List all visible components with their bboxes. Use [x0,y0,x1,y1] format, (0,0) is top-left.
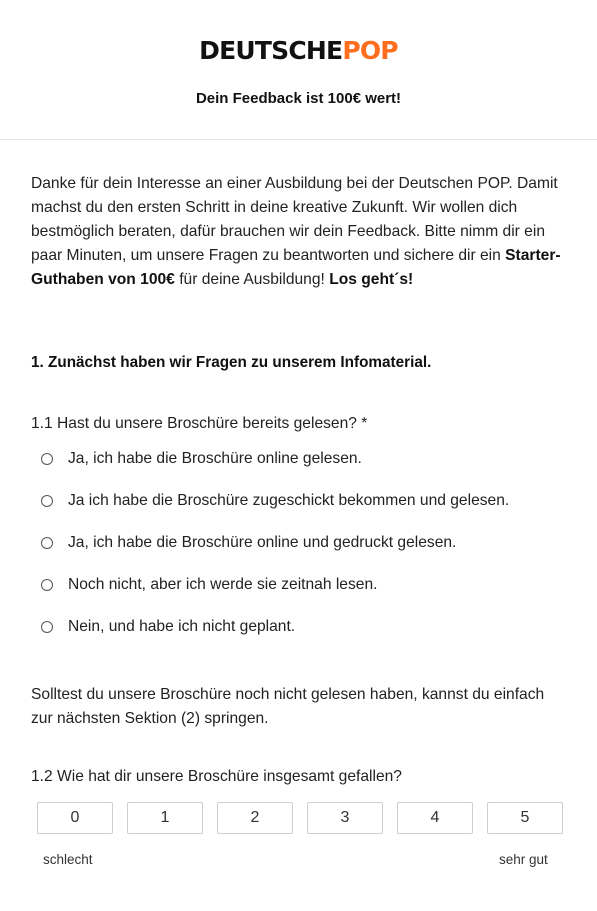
logo-text-dark: DEUTSCHE [199,36,343,65]
rating-option-0[interactable]: 0 [37,802,113,834]
page-tagline: Dein Feedback ist 100€ wert! [195,90,402,107]
rating-option-3[interactable]: 3 [307,802,383,834]
logo-text-accent: POP [342,36,398,65]
question-1-2-label: 1.2 Wie hat dir unsere Broschüre insgesamt gefallen? [31,768,402,785]
radio-option-3[interactable] [41,530,509,572]
radio-option-label: Nein, und habe ich nicht geplant. [68,618,296,635]
header [0,0,597,140]
radio-option-4[interactable] [41,572,509,614]
intro-paragraph [31,172,561,292]
radio-option-label: Noch nicht, aber ich werde sie zeitnah lesen. [68,576,378,593]
section-1-title: 1. Zunächst haben wir Fragen zu unserem Infomaterial. [31,354,432,371]
scale-low-label: schlecht [43,852,93,867]
radio-button[interactable] [41,495,53,507]
rating-option-2[interactable]: 2 [217,802,293,834]
radio-option-2[interactable] [41,488,509,530]
radio-button[interactable] [41,621,53,633]
radio-option-1[interactable] [41,446,509,488]
question-1-1-options [41,446,509,656]
brand-logo [0,36,597,66]
radio-option-5[interactable] [41,614,509,656]
intro-text-2: für deine Ausbildung! [174,271,330,288]
radio-option-label: Ja, ich habe die Broschüre online und gedruckt gelesen. [68,534,457,551]
intro-bold-credit: Starter-Guthaben von 100€ [31,247,561,288]
radio-option-label: Ja ich habe die Broschüre zugeschickt bekommen und gelesen. [68,492,510,509]
question-1-1-label: 1.1 Hast du unsere Broschüre bereits gelesen? * [31,415,368,432]
intro-closing: Los geht´s! [329,271,414,288]
rating-scale [37,802,563,834]
rating-option-1[interactable]: 1 [127,802,203,834]
skip-section-note: Solltest du unsere Broschüre noch nicht gelesen haben, kannst du einfach zur nächsten Sektion (2) springen. [31,686,545,727]
radio-option-label: Ja, ich habe die Broschüre online gelesen. [68,450,362,467]
scale-high-label: sehr gut [499,852,548,867]
radio-button[interactable] [41,579,53,591]
radio-button[interactable] [41,453,53,465]
radio-button[interactable] [41,537,53,549]
intro-text-1: Danke für dein Interesse an einer Ausbildung bei der Deutschen POP. Damit machst du den ersten Schritt in deine kreative Zukunft. Wir wollen dich bestmöglich beraten, dafür brauchen wir dein Feedback. Bitte nimm dir ein paar Minuten, um unsere Fragen zu beantworten und sichere dir ein [31,175,558,264]
rating-option-4[interactable]: 4 [397,802,473,834]
rating-option-5[interactable]: 5 [487,802,563,834]
